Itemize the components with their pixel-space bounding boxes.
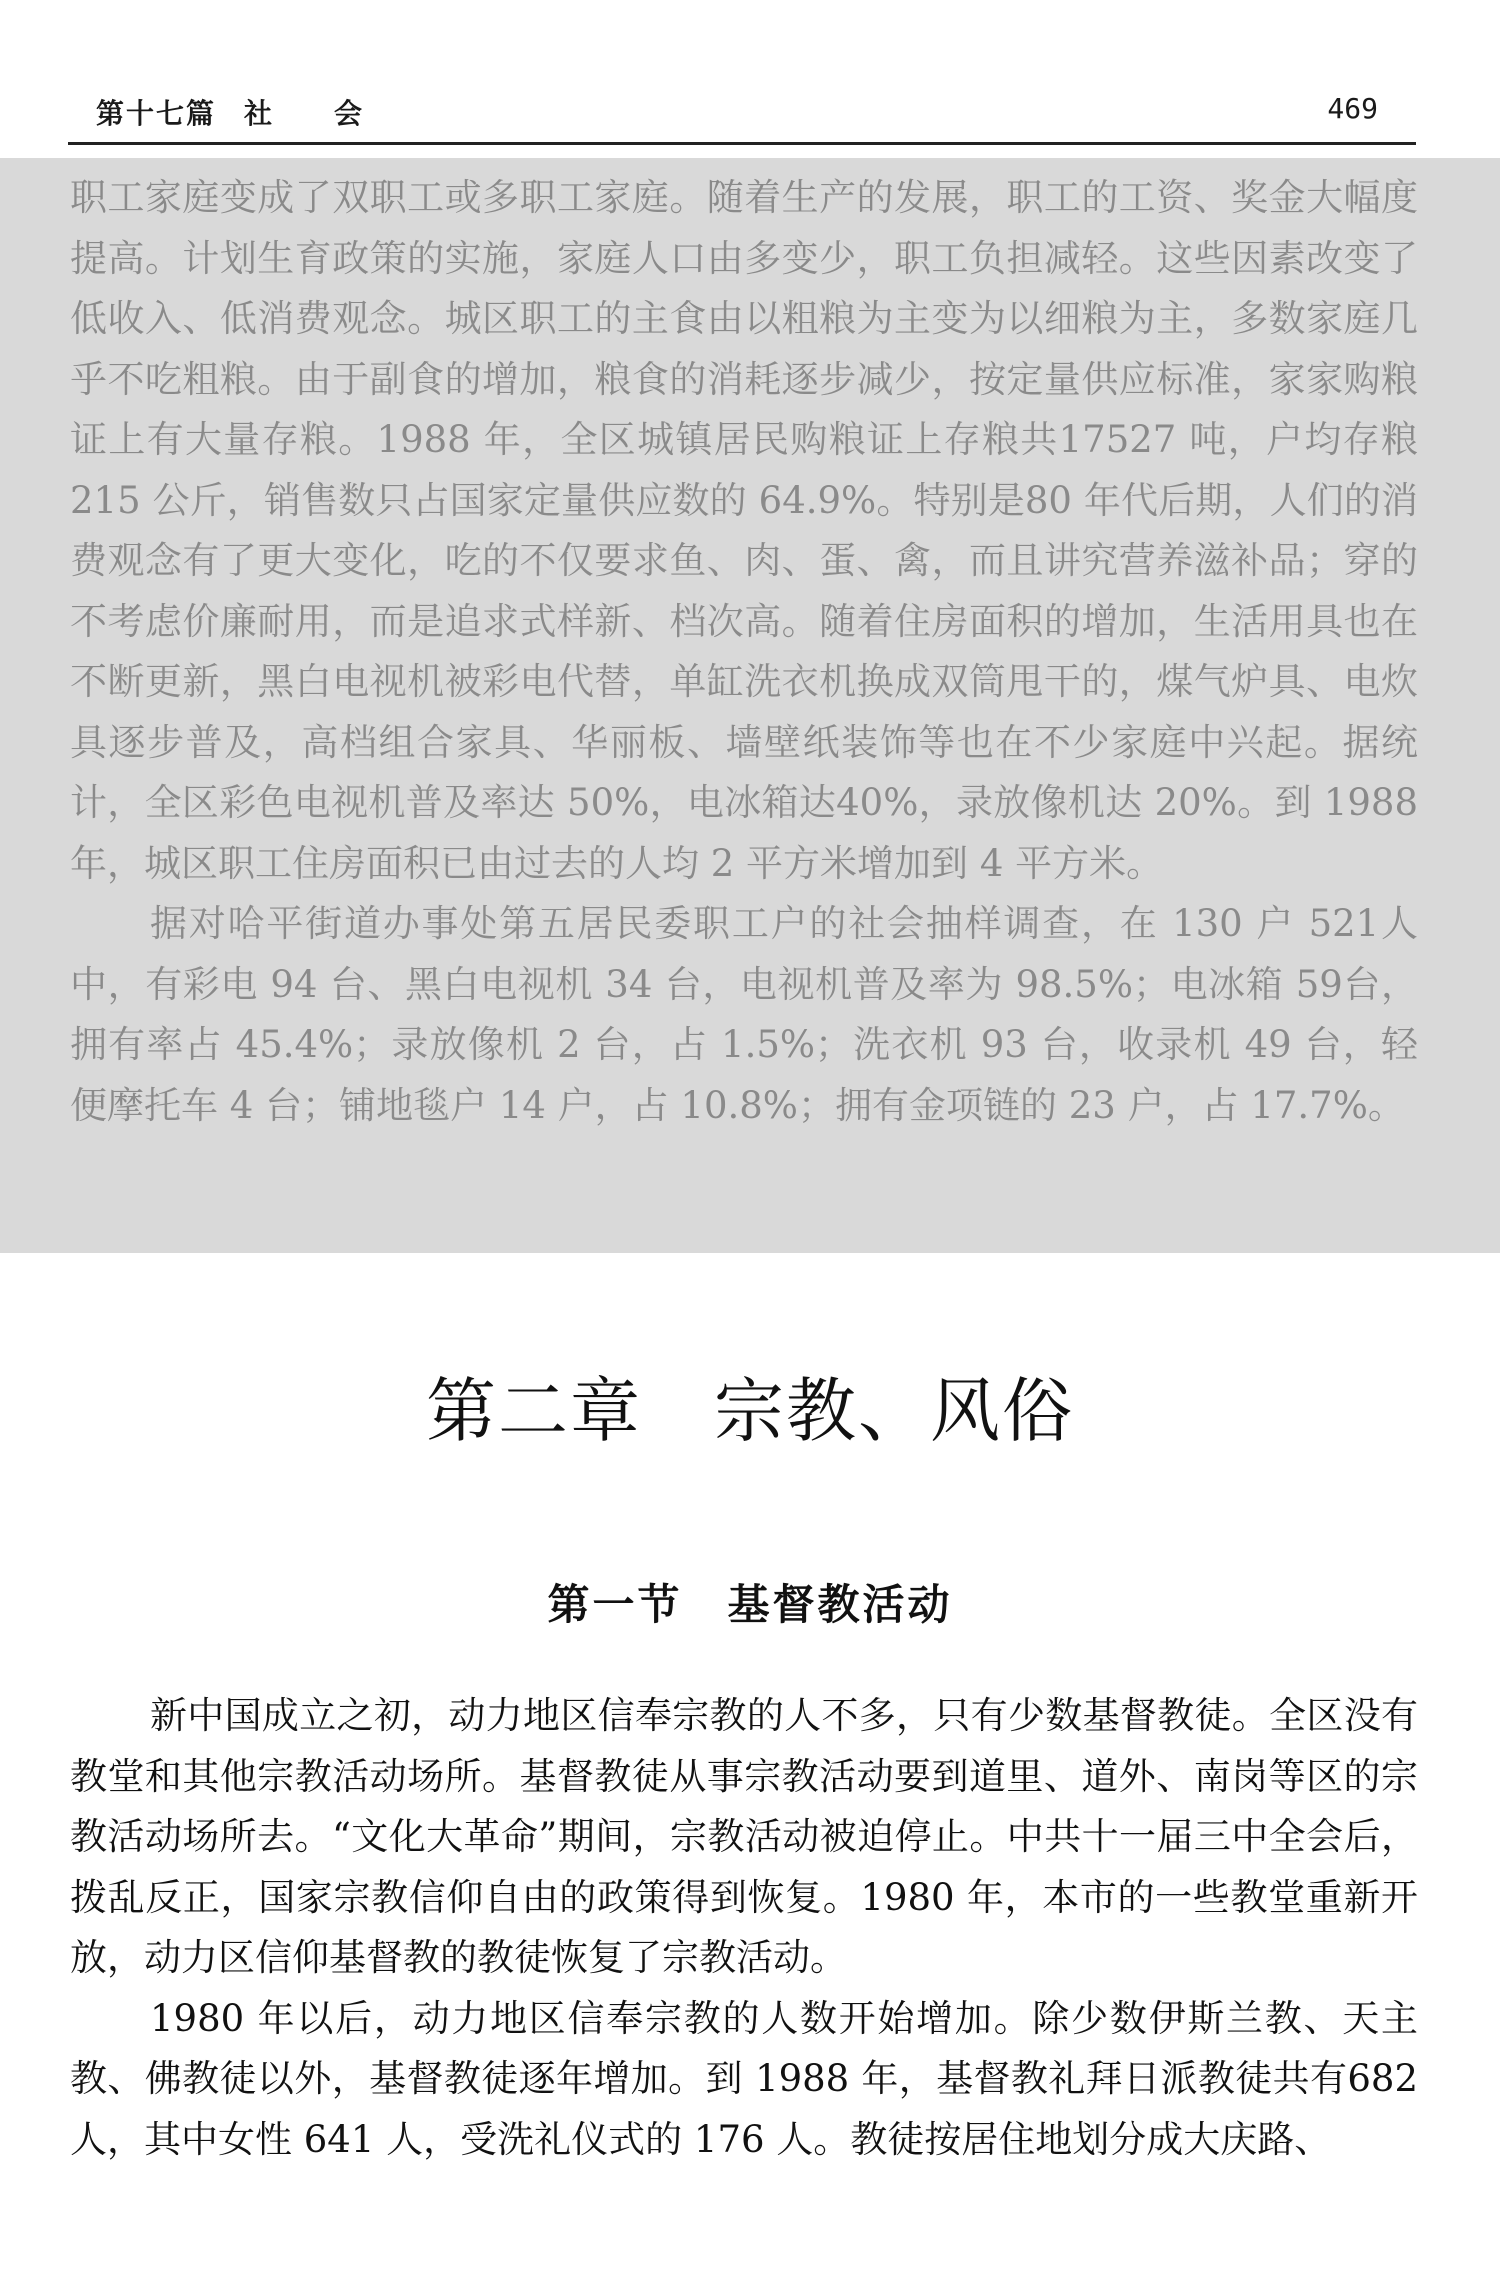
body-paragraph-2: 1980 年以后，动力地区信奉宗教的人数开始增加。除少数伊斯兰教、天主教、佛教徒以外，基督教徒逐年增加。到 1988 年，基督教礼拜日派教徒共有682 人，其中女性 641 人，受洗礼仪式的 176 人。教徒按居住地划分成大庆路、 <box>70 1996 1418 2161</box>
header-section-label <box>96 92 364 132</box>
faded-text-block <box>70 168 1418 1136</box>
header-part-label: 第十七篇 <box>96 97 217 130</box>
body-text-block <box>70 1686 1418 2170</box>
body-paragraph-1: 新中国成立之初，动力地区信奉宗教的人不多，只有少数基督教徒。全区没有教堂和其他宗教活动场所。基督教徒从事宗教活动要到道里、道外、南岗等区的宗教活动场所去。“文化大革命”期间，宗教活动被迫停止。中共十一届三中全会后，拨乱反正，国家宗教信仰自由的政策得到恢复。1980 年，本市的一些教堂重新开放，动力区信仰基督教的教徒恢复了宗教活动。 <box>70 1694 1418 1979</box>
faded-paragraph-1: 职工家庭变成了双职工或多职工家庭。随着生产的发展，职工的工资、奖金大幅度提高。计划生育政策的实施，家庭人口由多变少，职工负担减轻。这些因素改变了低收入、低消费观念。城区职工的主食由以粗粮为主变为以细粮为主，多数家庭几乎不吃粗粮。由于副食的增加，粮食的消耗逐步减少，按定量供应标准，家家购粮证上有大量存粮。1988 年，全区城镇居民购粮证上存粮共17527 吨，户均存粮 215 公斤，销售数只占国家定量供应数的 64.9%。特别是80 年代后期，人们的消费观念有了更大变化，吃的不仅要求鱼、肉、蛋、禽，而且讲究营养滋补品；穿的不考虑价廉耐用，而是追求式样新、档次高。随着住房面积的增加，生活用具也在不断更新，黑白电视机被彩电代替，单缸洗衣机换成双筒甩干的，煤气炉具、电炊具逐步普及，高档组合家具、华丽板、墙壁纸装饰等也在不少家庭中兴起。据统计，全区彩色电视机普及率达 50%，电冰箱达40%，录放像机达 20%。到 1988 年，城区职工住房面积已由过去的人均 2 平方米增加到 4 平方米。 <box>70 176 1418 885</box>
header-part-word-1: 社 <box>244 97 275 130</box>
header-part-word-2: 会 <box>334 97 365 130</box>
page-number: 469 <box>1327 92 1378 125</box>
faded-paragraph-2: 据对哈平街道办事处第五居民委职工户的社会抽样调查，在 130 户 521人中，有彩电 94 台、黑白电视机 34 台，电视机普及率为 98.5%；电冰箱 59台，拥有率占 45.4%；录放像机 2 台，占 1.5%；洗衣机 93 台，收录机 49 台，轻便摩托车 4 台；铺地毯户 14 户，占 10.8%；拥有金项链的 23 户，占 17.7%。 <box>70 902 1418 1127</box>
section-title: 第一节 基督教活动 <box>547 1580 953 1629</box>
running-header <box>68 92 1416 145</box>
chapter-title: 第二章 宗教、风俗 <box>426 1370 1074 1452</box>
